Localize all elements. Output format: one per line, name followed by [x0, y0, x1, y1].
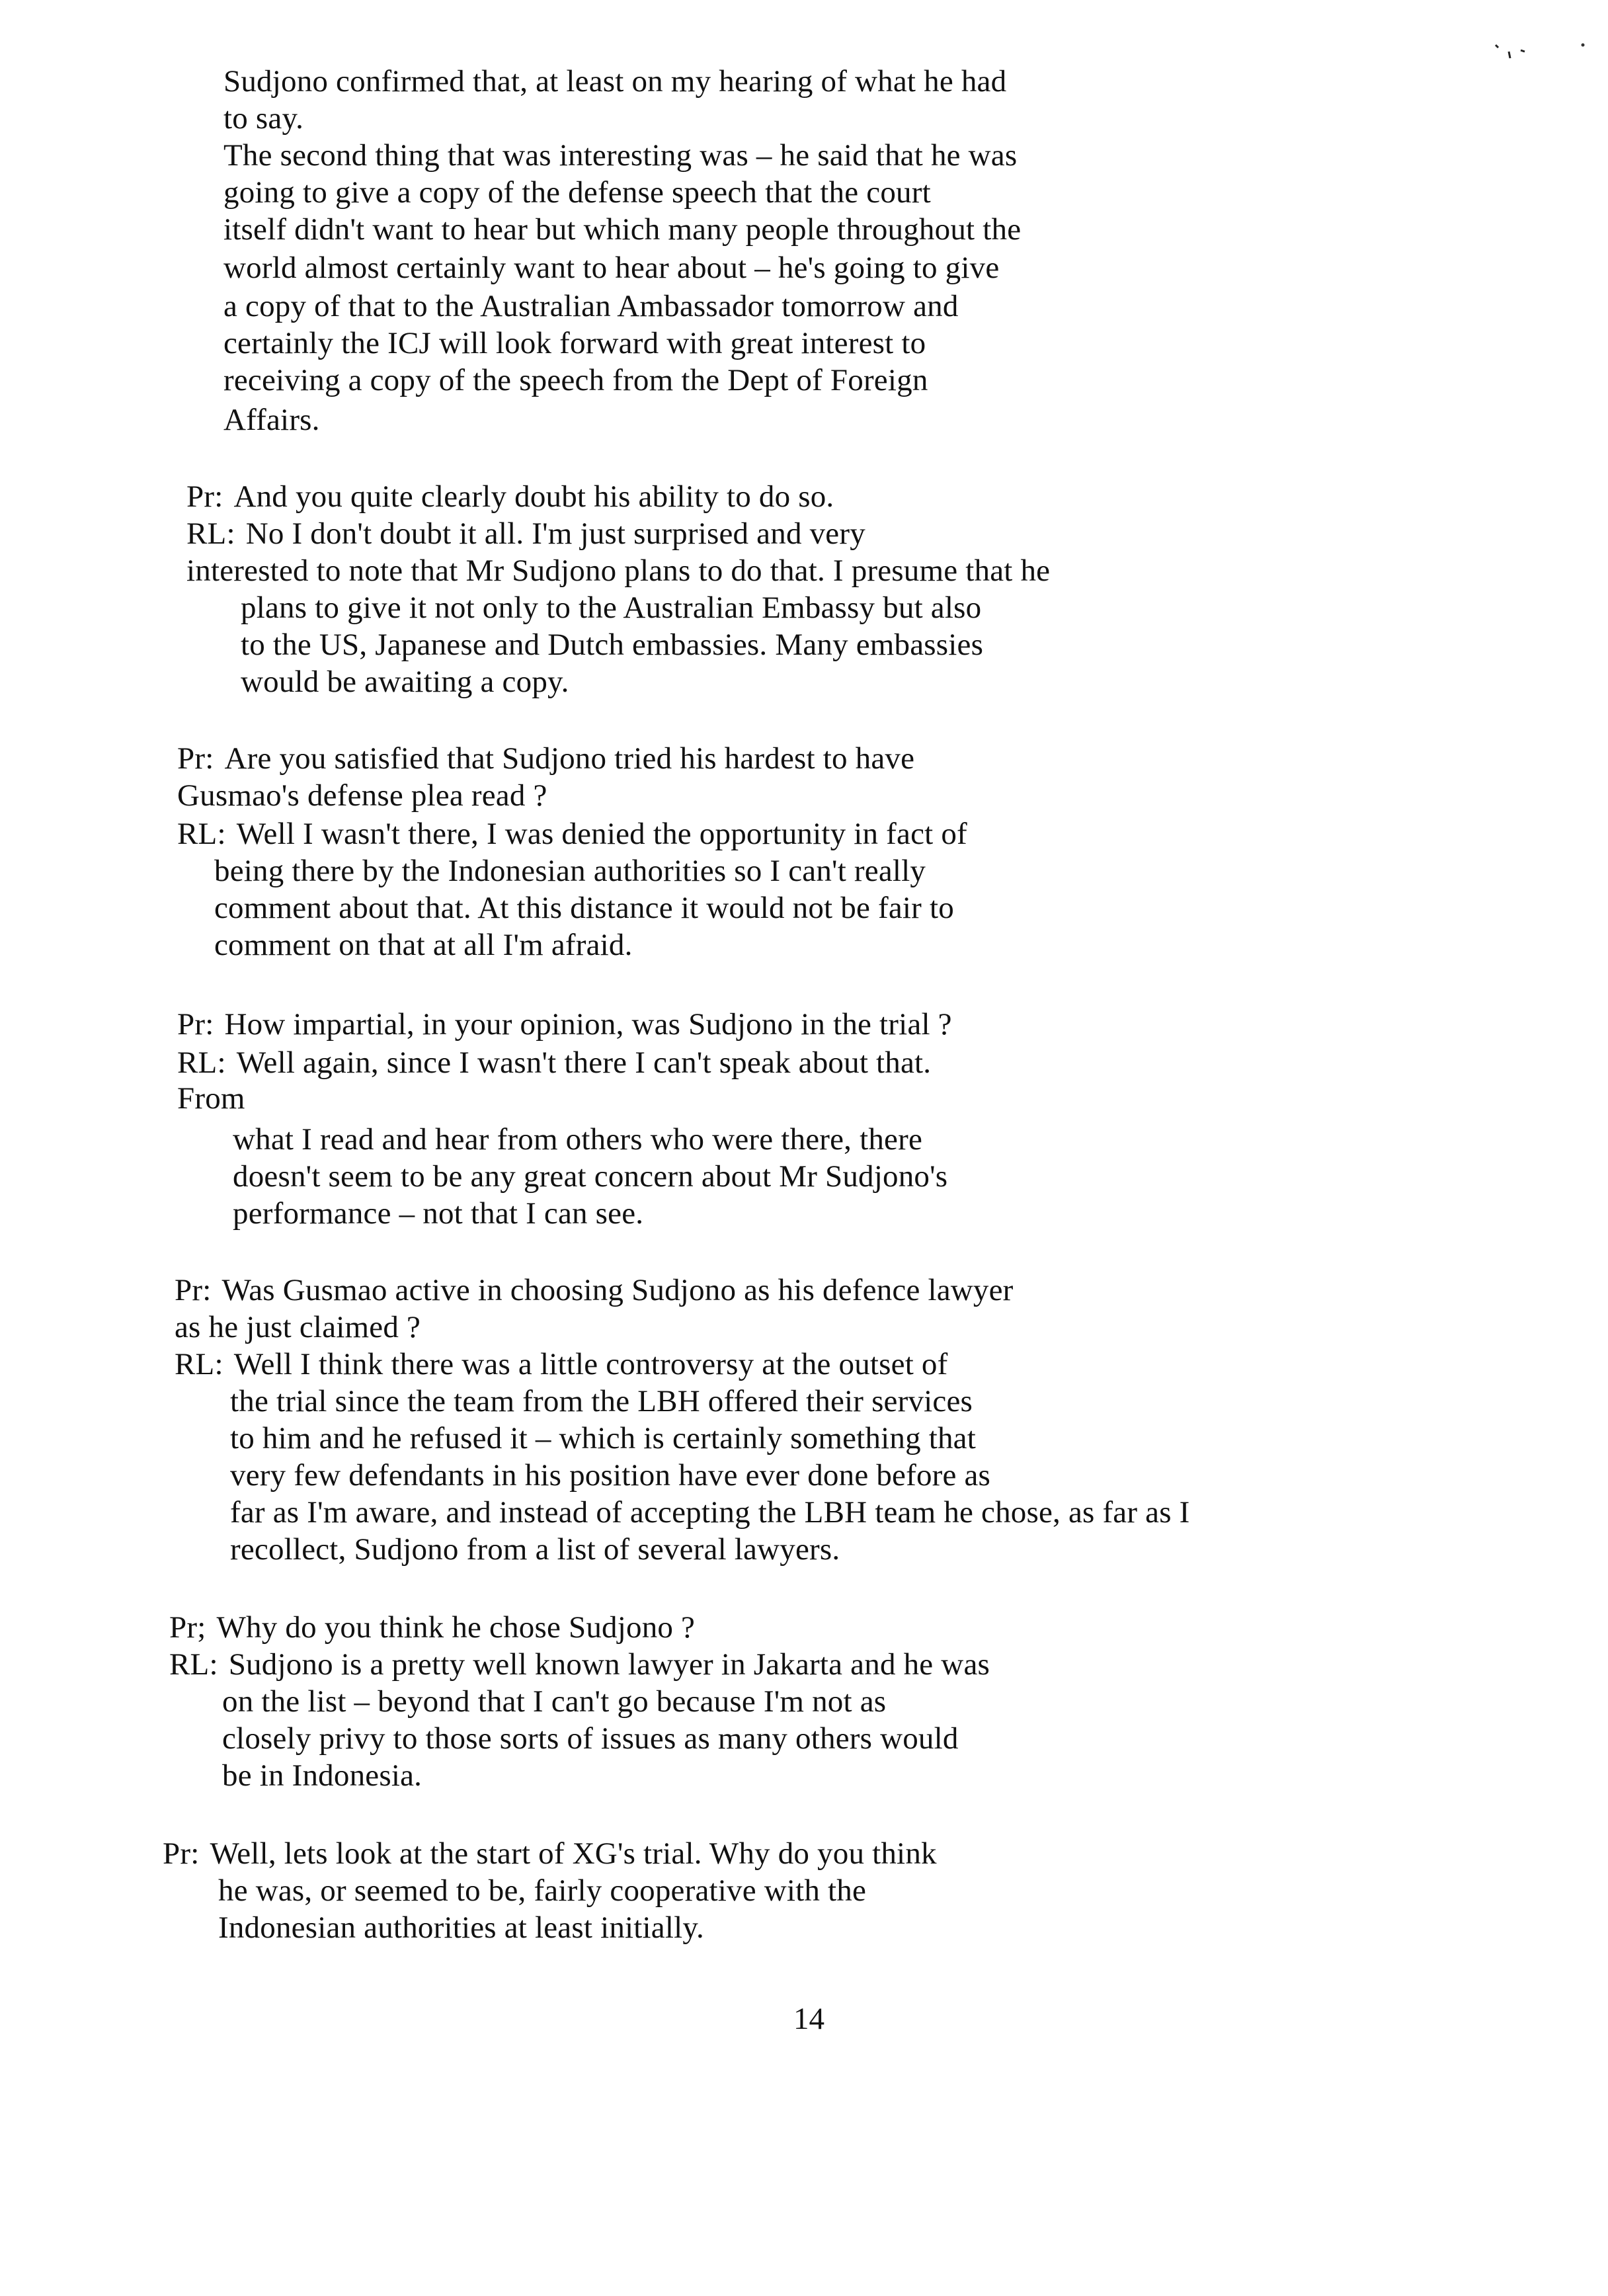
text-line: far as I'm aware, and instead of accepting the LBH team he chose, as far as I: [230, 1495, 1190, 1530]
text-line: to say.: [223, 101, 304, 136]
dialogue-text: And you quite clearly doubt his ability to do so.: [233, 479, 834, 514]
dialogue-line: [175, 1275, 1014, 1306]
dialogue-line: [169, 1612, 695, 1643]
text-line: a copy of that to the Australian Ambassador tomorrow and: [223, 289, 959, 323]
text-line: interested to note that Mr Sudjono plans to do that. I presume that he: [186, 554, 1051, 588]
dialogue-text: No I don't doubt it all. I'm just surprised and very: [245, 516, 865, 551]
dialogue-line: [163, 1838, 937, 1869]
dialogue-text: Well I wasn't there, I was denied the opportunity in fact of: [236, 817, 967, 851]
text-line: the trial since the team from the LBH offered their services: [230, 1384, 973, 1418]
text-line: recollect, Sudjono from a list of several lawyers.: [230, 1532, 840, 1567]
dialogue-line: [175, 1349, 947, 1380]
text-line: would be awaiting a copy.: [241, 665, 569, 699]
speaker-label: RL:: [175, 1347, 223, 1381]
dialogue-text: Well again, since I wasn't there I can't speak about that.: [236, 1046, 932, 1080]
text-line: to him and he refused it – which is certainly something that: [230, 1421, 976, 1456]
text-line: receiving a copy of the speech from the Dept of Foreign: [223, 363, 928, 397]
speaker-label: RL:: [186, 516, 235, 551]
text-line: as he just claimed ?: [175, 1310, 421, 1344]
text-line: doesn't seem to be any great concern about Mr Sudjono's: [233, 1159, 948, 1194]
text-line: he was, or seemed to be, fairly cooperative with the: [218, 1873, 867, 1908]
speaker-label: RL:: [177, 1046, 226, 1080]
dialogue-text: Well I think there was a little controversy at the outset of: [233, 1347, 948, 1381]
text-line: plans to give it not only to the Australian Embassy but also: [241, 591, 982, 625]
speaker-label: Pr:: [163, 1836, 200, 1871]
text-line: itself didn't want to hear but which many people throughout the: [223, 212, 1022, 247]
dialogue-line: [177, 1047, 931, 1079]
speaker-label: RL:: [169, 1647, 218, 1682]
text-line: From: [177, 1081, 245, 1116]
dialogue-text: Sudjono is a pretty well known lawyer in Jakarta and he was: [228, 1647, 990, 1682]
speaker-label: Pr:: [186, 479, 223, 514]
dialogue-text: How impartial, in your opinion, was Sudjono in the trial ?: [224, 1007, 952, 1042]
text-line: to the US, Japanese and Dutch embassies. Many embassies: [241, 628, 984, 662]
text-line: performance – not that I can see.: [233, 1196, 644, 1231]
page-number: 14: [793, 2002, 824, 2036]
dialogue-line: [177, 819, 967, 850]
text-line: very few defendants in his position have ever done before as: [230, 1458, 991, 1493]
text-line: closely privy to those sorts of issues as many others would: [222, 1721, 959, 1756]
dialogue-line: [186, 481, 834, 512]
text-line: world almost certainly want to hear about – he's going to give: [223, 251, 1000, 285]
text-line: being there by the Indonesian authorities so I can't really: [214, 854, 926, 888]
speaker-label: RL:: [177, 817, 226, 851]
text-line: comment on that at all I'm afraid.: [214, 928, 633, 962]
dialogue-text: Why do you think he chose Sudjono ?: [216, 1610, 696, 1645]
speaker-label: Pr:: [175, 1273, 212, 1307]
dialogue-line: [169, 1649, 990, 1680]
text-line: The second thing that was interesting was – he said that he was: [223, 138, 1018, 173]
text-line: Sudjono confirmed that, at least on my hearing of what he had: [223, 64, 1007, 99]
dialogue-text: Are you satisfied that Sudjono tried his hardest to have: [224, 741, 915, 776]
speaker-label: Pr:: [177, 1007, 214, 1042]
scan-specks: [1468, 40, 1600, 79]
text-line: certainly the ICJ will look forward with great interest to: [223, 326, 926, 360]
dialogue-line: [186, 518, 865, 550]
dialogue-text: Was Gusmao active in choosing Sudjono as his defence lawyer: [221, 1273, 1014, 1307]
text-line: Gusmao's defense plea read ?: [177, 778, 547, 813]
text-line: be in Indonesia.: [222, 1758, 422, 1793]
dialogue-line: [177, 743, 914, 774]
text-line: comment about that. At this distance it would not be fair to: [214, 891, 954, 925]
text-line: Affairs.: [223, 403, 320, 437]
speaker-label: Pr:: [177, 741, 214, 776]
text-line: Indonesian authorities at least initially.: [218, 1910, 704, 1945]
dialogue-line: [177, 1009, 952, 1040]
dialogue-text: Well, lets look at the start of XG's trial. Why do you think: [210, 1836, 937, 1871]
text-line: what I read and hear from others who were there, there: [233, 1122, 923, 1157]
text-line: on the list – beyond that I can't go because I'm not as: [222, 1684, 887, 1719]
text-line: going to give a copy of the defense speech that the court: [223, 175, 931, 210]
speaker-label: Pr;: [169, 1610, 206, 1645]
